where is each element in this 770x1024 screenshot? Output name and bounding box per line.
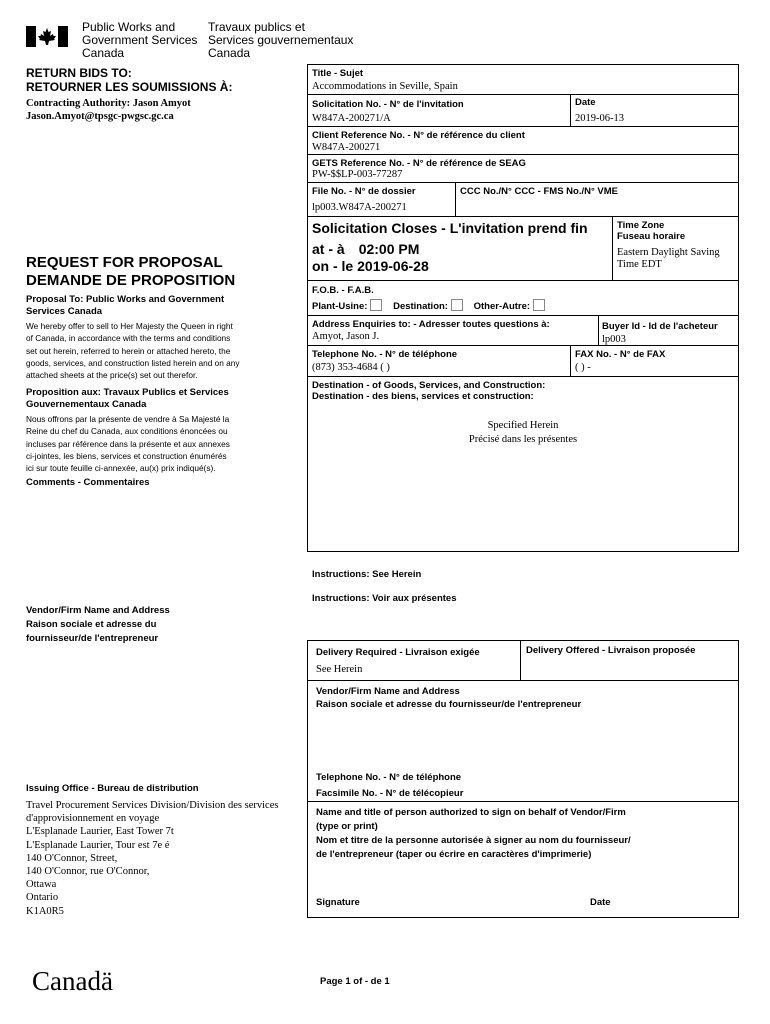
authorized-person-label[interactable]: Name and title of person authorized to sign on behalf of Vendor/Firm (type or print) Nom et titre de la personne autorisée à signer au nom du fournisseur/ de l'entrepreneur (taper ou écrire en caractères d'imprimerie) (316, 807, 631, 860)
delivery-required-label: Delivery Required - Livraison exigée (316, 647, 480, 658)
fob-label: F.O.B. - F.A.B. (312, 285, 374, 296)
comments-label: Comments - Commentaires (26, 477, 150, 488)
destination-checkbox[interactable] (451, 299, 463, 311)
closing-time: at - à 02:00 PM (312, 241, 420, 257)
time-zone-label: Time Zone Fuseau horaire (617, 220, 686, 242)
buyer-id-value: lp003 (602, 334, 626, 345)
department-name-fr: Travaux publics et Services gouvernementaux Canada (208, 20, 354, 60)
proposal-to: Proposal To: Public Works and Government Services Canada (26, 294, 225, 317)
issuing-office-label: Issuing Office - Bureau de distribution (26, 783, 199, 794)
issuing-office-address: Travel Procurement Services Division/Division des services d'approvisionnement en voyage L'Esplanade Laurier, East Tower 7t L'Esplanade Laurier, Tour est 7e é 140 O'Connor, Street, 140 O'Connor, rue O'Connor, Ottawa Ontario K1A0R5 (26, 800, 279, 917)
delivery-required-value: See Herein (316, 664, 363, 675)
time-zone-value: Eastern Daylight Saving Time EDT (617, 247, 720, 270)
canada-wordmark: Canadä (32, 966, 113, 996)
gets-ref-value: PW-$$LP-003-77287 (312, 169, 403, 180)
vendor-facsimile-label[interactable]: Facsimile No. - N° de télécopieur (316, 788, 464, 799)
delivery-offered-label[interactable]: Delivery Offered - Livraison proposée (526, 645, 696, 656)
offer-text-fr: Nous offrons par la présente de vendre à Sa Majesté la Reine du chef du Canada, aux conditions énoncées ou incluses par référence dans la présente et aux annexes ci-jointes, les biens, services et construction énumérés ici sur toute feuille ci-annexée, au(x) prix indiqué(s). (26, 414, 230, 474)
fax-label: FAX No. - N° de FAX (575, 349, 666, 360)
canada-flag-icon (26, 26, 68, 47)
date-label: Date (575, 97, 596, 108)
solicitation-label: Solicitation No. - N° de l'invitation (312, 99, 464, 110)
closing-date: on - le 2019-06-28 (312, 258, 429, 274)
buyer-id-label: Buyer Id - Id de l'acheteur (602, 321, 718, 332)
solicitation-value: W847A-200271/A (312, 113, 391, 124)
client-ref-value: W847A-200271 (312, 142, 381, 153)
instructions-en: Instructions: See Herein (312, 569, 422, 580)
title-value: Accommodations in Seville, Spain (312, 81, 458, 92)
telephone-label: Telephone No. - N° de téléphone (312, 349, 458, 360)
file-no-value: lp003.W847A-200271 (312, 202, 407, 213)
ccc-no-label: CCC No./N° CCC - FMS No./N° VME (460, 186, 619, 197)
page-number: Page 1 of - de 1 (320, 976, 390, 987)
vendor-name-label-left: Vendor/Firm Name and Address Raison sociale et adresse du fournisseur/de l'entrepreneur (26, 605, 170, 644)
file-no-label: File No. - N° de dossier (312, 186, 416, 197)
return-bids-heading: RETURN BIDS TO: RETOURNER LES SOUMISSIONS À: (26, 66, 233, 94)
vendor-telephone-label[interactable]: Telephone No. - N° de téléphone (316, 772, 462, 783)
other-checkbox[interactable] (533, 299, 545, 311)
title-label: Title - Sujet (312, 68, 364, 79)
offer-text-en: We hereby offer to sell to Her Majesty the Queen in right of Canada, in accordance with the terms and conditions set out herein, referred to herein or attached hereto, the goods, services, and construction listed herein and on any attached sheets at the price(s) set out therefor. (26, 321, 240, 381)
destination-goods-label: Destination - of Goods, Services, and Construction: Destination - des biens, services et construction: (312, 380, 546, 402)
signature-label[interactable]: Signature (316, 897, 360, 908)
plant-checkbox[interactable] (370, 299, 382, 311)
client-ref-label: Client Reference No. - N° de référence du client (312, 130, 525, 141)
signature-date-label[interactable]: Date (590, 897, 611, 908)
gets-ref-label: GETS Reference No. - N° de référence de SEAG (312, 158, 526, 169)
address-enquiries-label: Address Enquiries to: - Adresser toutes questions à: (312, 319, 550, 330)
rfp-title: REQUEST FOR PROPOSAL DEMANDE DE PROPOSITION (26, 254, 236, 289)
contracting-authority: Contracting Authority: Jason Amyot Jason.Amyot@tpsgc-pwgsc.gc.ca (26, 98, 191, 122)
instructions-fr: Instructions: Voir aux présentes (312, 593, 457, 604)
department-name-en: Public Works and Government Services Canada (82, 20, 198, 60)
fob-options: Plant-Usine: Destination: Other-Autre: (312, 299, 553, 314)
address-enquiries-value: Amyot, Jason J. (312, 331, 380, 342)
solicitation-closes-title: Solicitation Closes - L'invitation prend fin (312, 220, 588, 236)
proposition-aux: Proposition aux: Travaux Publics et Services Gouvernementaux Canada (26, 387, 229, 410)
vendor-name-label[interactable]: Vendor/Firm Name and Address Raison sociale et adresse du fournisseur/de l'entrepreneur (316, 686, 582, 710)
telephone-value: (873) 353-4684 ( ) (312, 362, 390, 373)
date-value: 2019-06-13 (575, 113, 624, 124)
fax-value: ( ) - (575, 362, 591, 373)
specified-herein: Specified Herein Précisé dans les présentes (468, 420, 578, 445)
